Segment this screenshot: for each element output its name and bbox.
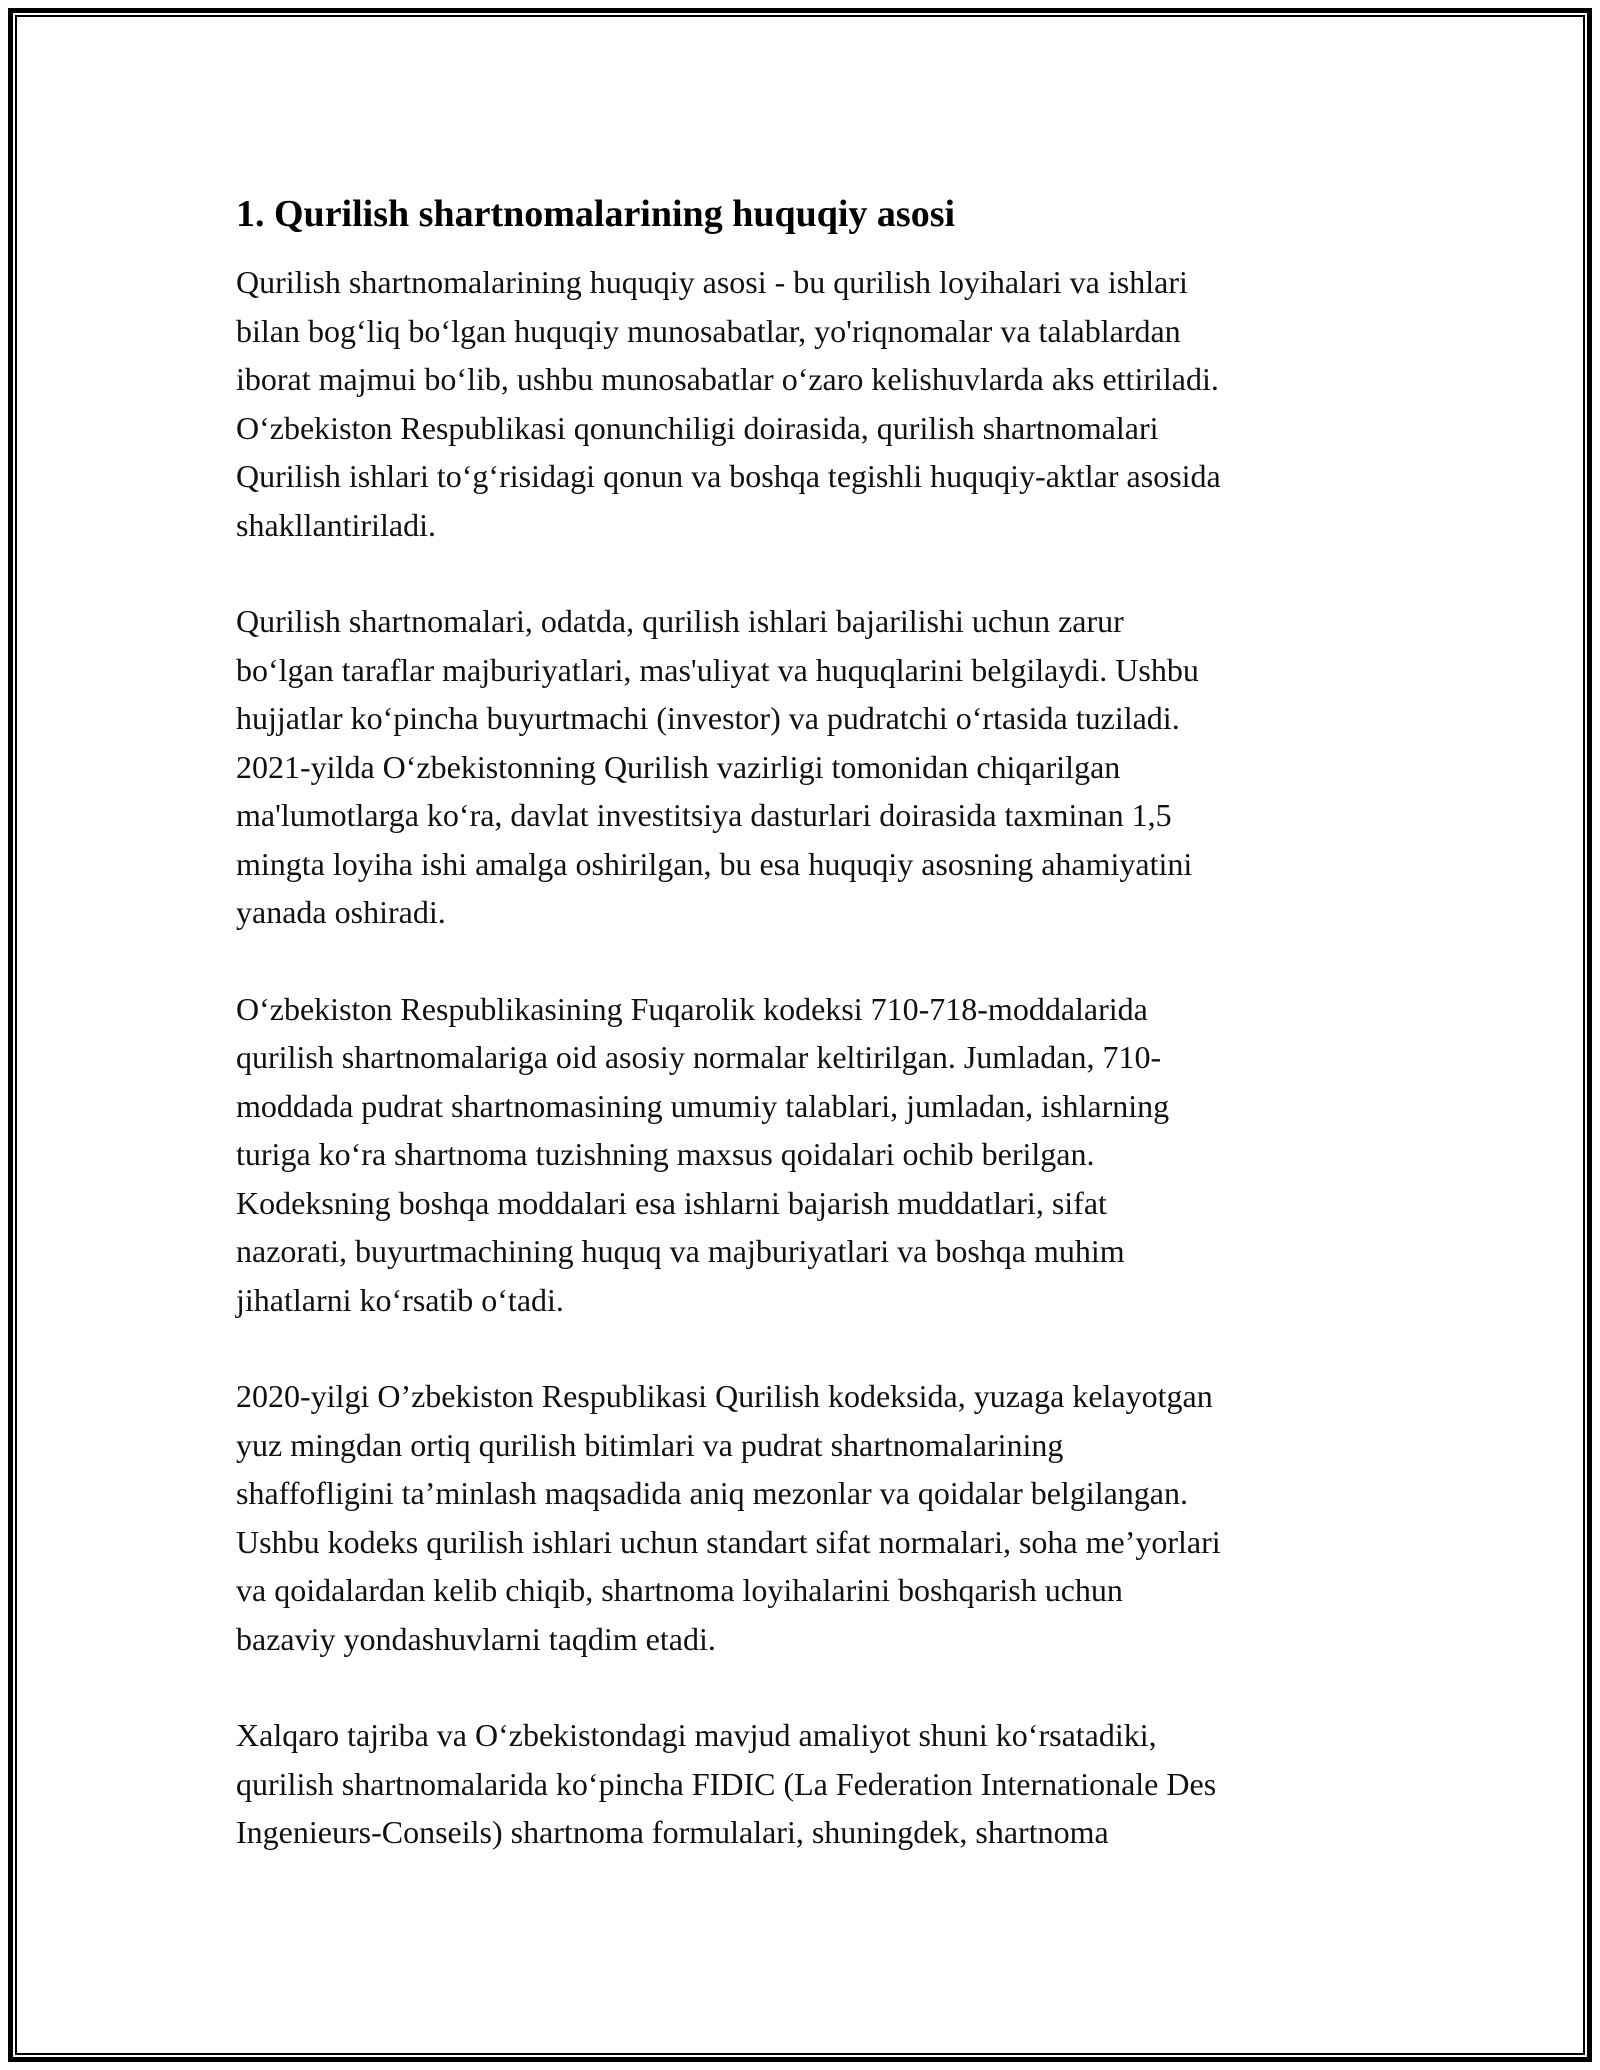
paragraph-2: Qurilish shartnomalari, odatda, qurilish ishlari bajarilishi uchun zarur bo‘lgan taraflar majburiyatlari, mas'uliyat va huquqlarini belgilaydi. Ushbu hujjatlar ko‘pincha buyurtmachi (investor) va pudratchi o‘rtasida tuziladi. 2021-yilda O‘zbekistonning Qurilish vazirligi tomonidan chiqarilgan ma'lumotlarga ko‘ra, davlat investitsiya dasturlari doirasida taxminan 1,5 mingta loyiha ishi amalga oshirilgan, bu esa huquqiy asosning ahamiyatini yanada oshiradi. bbox=[236, 603, 1199, 930]
paragraph-1: Qurilish shartnomalarining huquqiy asosi - bu qurilish loyihalari va ishlari bilan bog‘liq bo‘lgan huquqiy munosabatlar, yo'riqnomalar va talablardan iborat majmui bo‘lib, ushbu munosabatlar o‘zaro kelishuvlarda aks ettiriladi. O‘zbekiston Respublikasi qonunchiligi doirasida, qurilish shartnomalari Qurilish ishlari to‘g‘risidagi qonun va boshqa tegishli huquqiy-aktlar asosida shakllantiriladi. bbox=[236, 264, 1221, 543]
section-heading: 1. Qurilish shartnomalarining huquqiy asosi bbox=[236, 193, 956, 235]
paragraph-5: Xalqaro tajriba va O‘zbekistondagi mavjud amaliyot shuni ko‘rsatadiki, qurilish shartnomalarida ko‘pincha FIDIC (La Federation Internationale Des Ingenieurs-Conseils) shartnoma formulalari, shuningdek, shartnoma bbox=[236, 1717, 1217, 1850]
document-body bbox=[236, 188, 1376, 1905]
paragraph-4: 2020-yilgi O’zbekiston Respublikasi Qurilish kodeksida, yuzaga kelayotgan yuz mingdan ortiq qurilish bitimlari va pudrat shartnomalarining shaffofligini ta’minlash maqsadida aniq mezonlar va qoidalar belgilangan. Ushbu kodeks qurilish ishlari uchun standart sifat normalari, soha me’yorlari va qoidalardan kelib chiqib, shartnoma loyihalarini boshqarish uchun bazaviy yondashuvlarni taqdim etadi. bbox=[236, 1378, 1221, 1657]
paragraph-3: O‘zbekiston Respublikasining Fuqarolik kodeksi 710-718-moddalarida qurilish shartnomalariga oid asosiy normalar keltirilgan. Jumladan, 710- moddada pudrat shartnomasining umumiy talablari, jumladan, ishlarning turiga ko‘ra shartnoma tuzishning maxsus qoidalari ochib berilgan. Kodeksning boshqa moddalari esa ishlarni bajarish muddatlari, sifat nazorati, buyurtmachining huquq va majburiyatlari va boshqa muhim jihatlarni ko‘rsatib o‘tadi. bbox=[236, 990, 1170, 1318]
